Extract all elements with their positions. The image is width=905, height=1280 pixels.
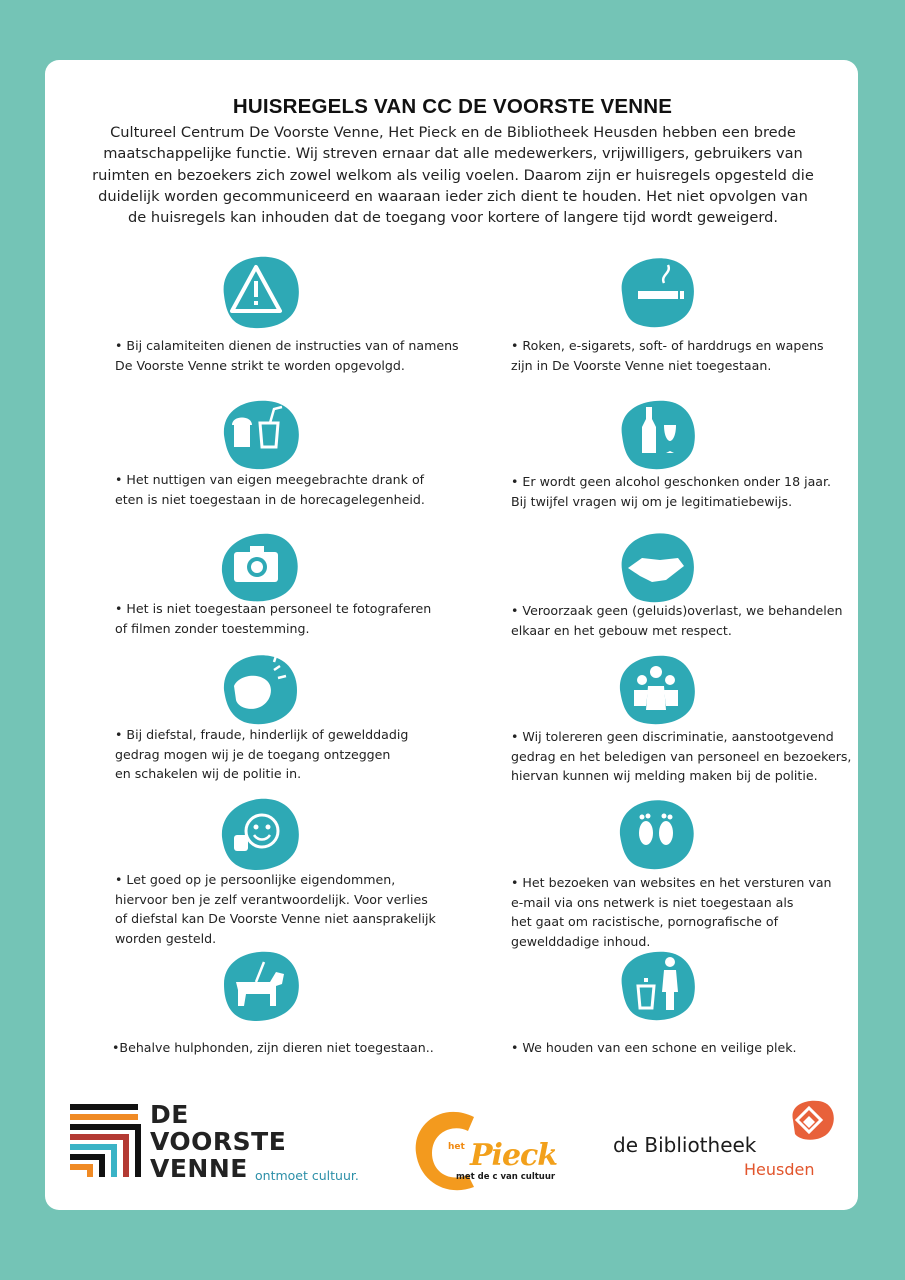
litter-bin-icon bbox=[612, 946, 700, 1024]
rule-text-theft-fraud: • Bij diefstal, fraude, hinderlijk of gewelddadig gedrag mogen wij je de toegang ontzeggen en schakelen wij de politie in. bbox=[115, 727, 409, 781]
dvv-line-2: VOORSTE bbox=[150, 1127, 287, 1156]
handshake-icon bbox=[612, 528, 700, 606]
intro-paragraph: Cultureel Centrum De Voorste Venne, Het Pieck en de Bibliotheek Heusden hebben een brede maatschappelijke functie. Wij streven ernaar dat alle medewerkers, vrijwilligers, gebruikers van ruimten en bezoekers zich zowel welkom als veilig voelen. Daarom zijn er huisregels opgesteld die duidelijk worden gecommuniceerd en waaraan ieder zich dient te houden. Het niet opvolgen van de huisregels kan inhouden dat de toegang voor kortere of langere tijd wordt geweigerd. bbox=[92, 124, 814, 227]
rule-text-calamities: • Bij calamiteiten dienen de instructies van of namens De Voorste Venne strikt te worden opgevolgd. bbox=[115, 338, 459, 373]
dvv-tagline: ontmoet cultuur. bbox=[255, 1168, 359, 1183]
dog-icon bbox=[216, 946, 304, 1024]
warning-icon bbox=[216, 253, 304, 331]
rule-text-own-food: • Het nuttigen van eigen meegebrachte drank of eten is niet toegestaan in de horecagelegenheid. bbox=[115, 472, 425, 507]
rule-text-photography: • Het is niet toegestaan personeel te fotograferen of filmen zonder toestemming. bbox=[115, 601, 432, 636]
page-title: HUISREGELS VAN CC DE VOORSTE VENNE bbox=[232, 95, 673, 118]
rule-text-animals: •Behalve hulphonden, zijn dieren niet toegestaan.. bbox=[112, 1040, 434, 1055]
bibliotheek-location: Heusden bbox=[744, 1160, 815, 1179]
camera-icon bbox=[216, 528, 304, 606]
dvv-line-1: DE bbox=[150, 1100, 189, 1129]
pieck-word: Pieck bbox=[470, 1138, 558, 1173]
dvv-logo-mark bbox=[68, 1103, 148, 1186]
rule-text-discrimination: • Wij tolereren geen discriminatie, aanstootgevend gedrag en het beledigen van personeel en bezoekers, hiervan kunnen wij melding maken bij de politie. bbox=[511, 729, 852, 783]
fist-icon bbox=[216, 650, 304, 728]
pieck-subtitle: met de c van cultuur bbox=[456, 1172, 556, 1182]
rule-text-nuisance: • Veroorzaak geen (geluids)overlast, we behandelen elkaar en het gebouw met respect. bbox=[511, 603, 843, 638]
rule-text-websites: • Het bezoeken van websites en het versturen van e-mail via ons netwerk is niet toegestaan als het gaat om racistische, pornografische of gewelddadige inhoud. bbox=[511, 875, 832, 949]
people-group-icon bbox=[612, 650, 700, 728]
food-drink-icon bbox=[216, 395, 304, 473]
rule-text-smoking: • Roken, e-sigarets, soft- of harddrugs en wapens zijn in De Voorste Venne niet toegestaan. bbox=[511, 338, 824, 373]
footprints-icon bbox=[612, 795, 700, 873]
rule-text-clean: • We houden van een schone en veilige plek. bbox=[511, 1040, 797, 1055]
rule-text-belongings: • Let goed op je persoonlijke eigendommen, hiervoor ben je zelf verantwoordelijk. Voor verlies of diefstal kan De Voorste Venne niet aansprakelijk worden gesteld. bbox=[115, 872, 436, 946]
pieck-het: het bbox=[448, 1142, 465, 1152]
rule-text-alcohol: • Er wordt geen alcohol geschonken onder 18 jaar. Bij twijfel vragen wij om je legitimatiebewijs. bbox=[511, 474, 832, 509]
cigarette-icon bbox=[612, 253, 700, 331]
bibliotheek-logo-mark bbox=[785, 1098, 835, 1147]
alcohol-icon bbox=[612, 395, 700, 473]
dvv-line-3: VENNE bbox=[150, 1154, 248, 1183]
bibliotheek-name: de Bibliotheek bbox=[613, 1133, 757, 1157]
smiley-thumbs-up-icon bbox=[216, 795, 304, 873]
